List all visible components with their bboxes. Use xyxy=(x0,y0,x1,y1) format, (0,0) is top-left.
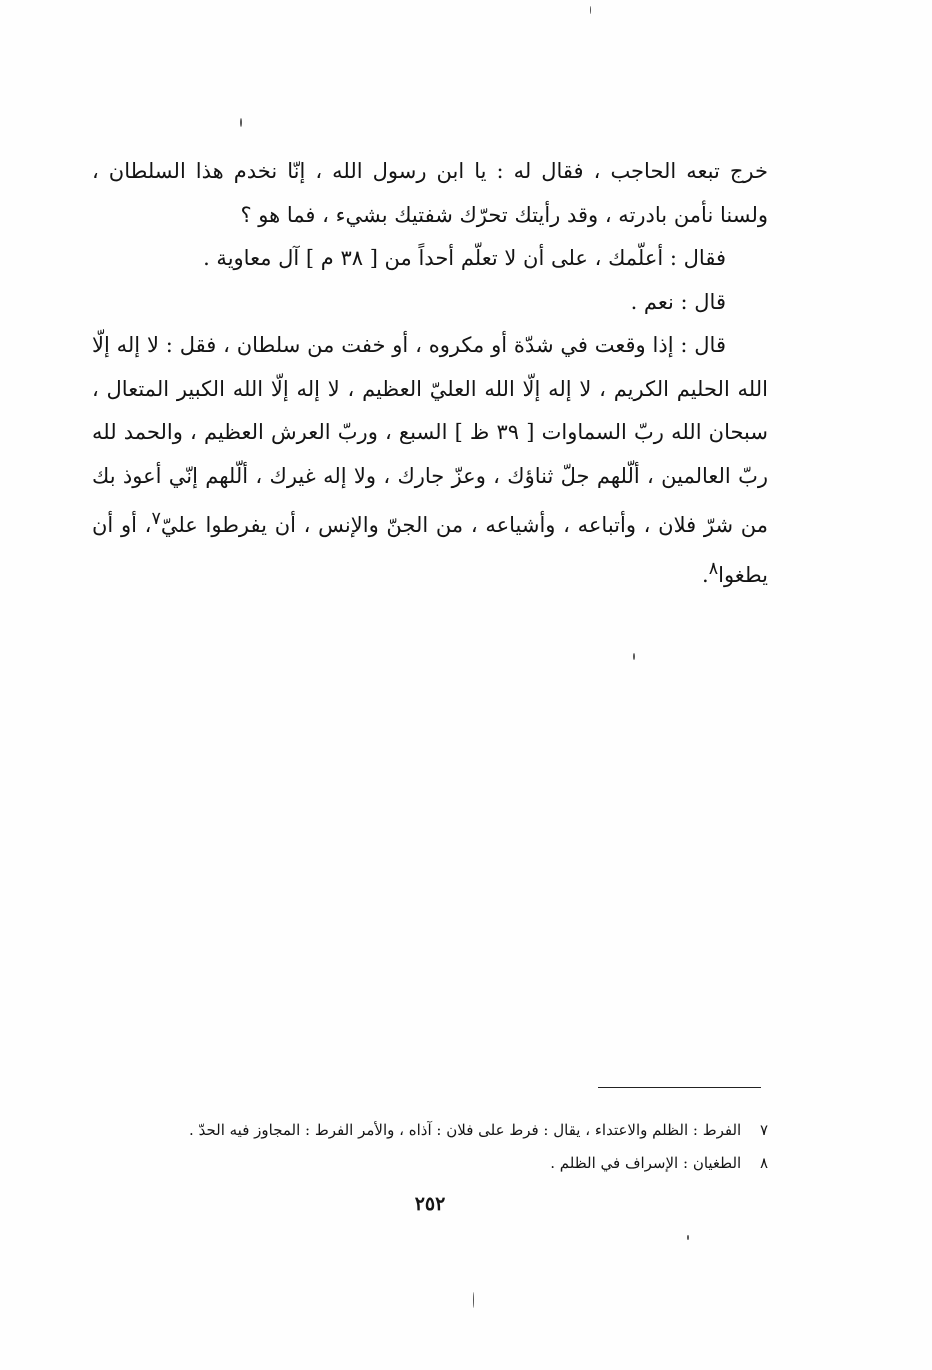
footnote-text: الطغيان : الإسراف في الظلم . xyxy=(550,1154,742,1172)
main-text xyxy=(92,150,768,597)
scan-speck xyxy=(633,653,635,660)
paragraph-4-middle: ، أو أن يطغوا xyxy=(92,513,768,587)
footnote-divider xyxy=(598,1087,761,1088)
paragraph-4 xyxy=(92,324,768,597)
footnote-number: ٨ xyxy=(759,1154,768,1172)
footnotes xyxy=(120,1114,768,1180)
paragraph-2: فقال : أعلّمك ، على أن لا تعلّم أحداً من [ ٣٨ م ] آل معاوية . xyxy=(203,246,726,270)
paragraph-1: خرج تبعه الحاجب ، فقال له : يا ابن رسول الله ، إنّا نخدم هذا السلطان ، ولسنا نأمن بادرته ، وقد رأيتك تحرّك شفتيك بشيء ، فما هو ؟ xyxy=(92,159,768,227)
page-number: ٢٥٢ xyxy=(414,1193,446,1215)
footnote-number: ٧ xyxy=(759,1121,768,1139)
footnote-7 xyxy=(120,1114,768,1147)
scan-speck xyxy=(687,1235,689,1240)
paragraph-4-text: قال : إذا وقعت في شدّة أو مكروه ، أو خفت من سلطان ، فقل : لا إله إلّا الله الحليم الكريم ، لا إله إلّا الله العليّ العظيم ، لا إله إلّا الله الكبير المتعال ، سبحان الله ربّ السماوات [ ٣٩ ظ ] السبع ، وربّ العرش العظيم ، والحمد لله ربّ العالمين ، ألّلهم جلّ ثناؤك ، وعزّ جارك ، ولا إله غيرك ، ألّلهم إنّي أعوذ بك من شرّ فلان ، وأتباعه ، وأشياعه ، من الجنّ والإنس ، أن يفرطوا عليّ xyxy=(92,333,768,537)
scan-speck xyxy=(240,118,242,127)
footnote-ref-7[interactable]: ٧ xyxy=(151,509,161,529)
paragraph-4-end: . xyxy=(702,562,709,587)
scan-speck xyxy=(473,1292,474,1308)
scan-speck xyxy=(590,6,591,14)
footnote-ref-8[interactable]: ٨ xyxy=(708,558,719,579)
footnote-8 xyxy=(120,1147,768,1180)
paragraph-3: قال : نعم . xyxy=(630,289,726,314)
footnote-text: الفرط : الظلم والاعتداء ، يقال : فرط على فلان : آذاه ، والأمر الفرط : المجاوز فيه الحدّ . xyxy=(189,1121,742,1139)
